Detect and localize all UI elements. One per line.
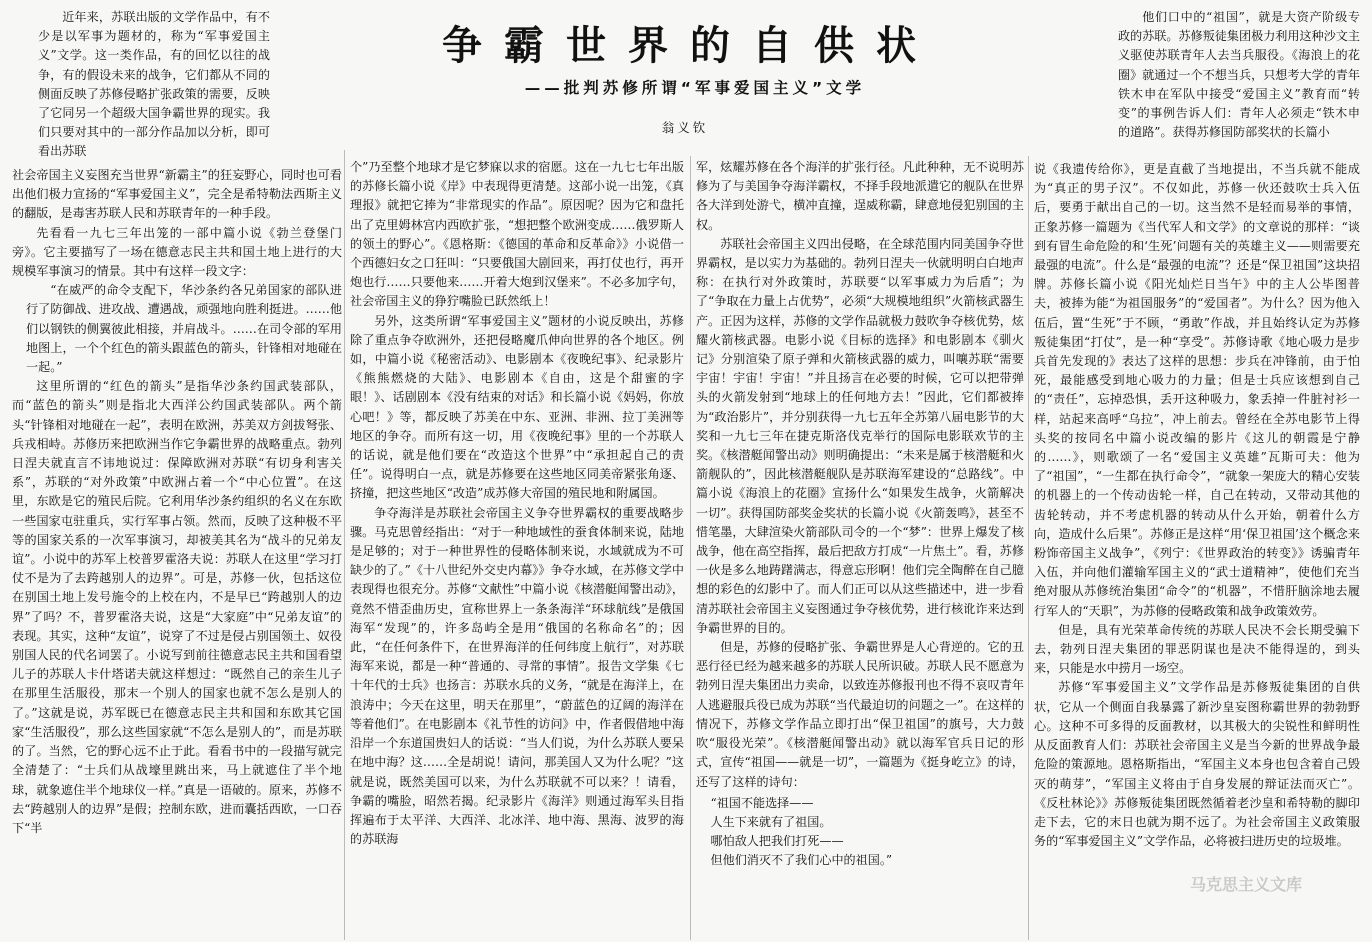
column-4-top (1118, 8, 1360, 160)
column-1 (12, 166, 342, 940)
column-divider (690, 156, 691, 940)
paragraph: 个”乃至整个地球才是它梦寐以求的宿愿。这在一九七七年出版的苏修长篇小说《岸》中表现得更清楚。这部小说一出笼，《真理报》就把它捧为“非常现实的作品”。原因呢？因为它和盘托出了克里姆林宫内西欧扩张，“想把整个欧洲变成……俄罗斯人的领土的野心”。《恩格斯：《德国的革命和反革命》》小说借一个西德妇女之口狂叫：“只要俄国大剧回来，再打仗也行，再开炮也行……只要他来……开着大炮到汉堡来”。不必多加字句，社会帝国主义的狰狞嘴脸已跃然纸上！ (350, 160, 684, 309)
paragraph: 先看看一九七三年出笼的一部中篇小说《勃兰登堡门旁》。它主要描写了一场在德意志民主共和国土地上进行的大规模军事演习的情景。其中有这样一段文字： (12, 225, 342, 279)
column-1-top (38, 8, 270, 166)
paragraph: 争夺海洋是苏联社会帝国主义争夺世界霸权的重要战略步骤。马克思曾经指出：“对于一种地域性的蚕食体制来说，陆地是足够的；对于一种世界性的侵略体制来说，水域就成为不可缺少的了。”《十八世纪外交史内幕》》争夺水域，在苏修文学中表现得也很充分。苏修“文献性”中篇小说《核潜艇闻警出动》，竟然不惜歪曲历史，宣称世界上一条条海洋“环球航线”是俄国海军“发现”的，许多岛屿全是用“俄国的名称命名”的；因此，“在任何条件下，在世界海洋的任何纬度上航行”，对苏联海军来说，都是一种“普通的、寻常的事情”。报告文学集《七十年代的士兵》也扬言：苏联水兵的义务，“就是在海洋上，在浪涛中；今天在这里，明天在那里”，“蔚蓝色的辽阔的海洋在等着他们”。在电影剧本《礼节性的访问》中，作者假借地中海沿岸一个东道国贵妇人的话说：“当人们说，为什么苏联人要呆在地中海？这……全是胡说！请问，那美国人又为什么呢？”这就是说，既然美国可以来，为什么苏联就不可以来？！请看，争霸的嘴脸，昭然若揭。纪录影片《海洋》则通过海军头目指挥遍布于太平洋、大西洋、北冰洋、地中海、黑海、波罗的海的苏联海 (350, 505, 684, 847)
article-subtitle: ——批判苏修所谓“军事爱国主义”文学 (524, 79, 866, 97)
paragraph: 苏联社会帝国主义四出侵略，在全球范围内同美国争夺世界霸权，是以实力为基础的。勃列日涅夫一伙就明明白白地声称：在执行对外政策时，苏联要“以军事威力为后盾”；为了“争取在力量上占优势”，必须“大规模地组织”火箭核武器生产。正因为这样，苏修的文学作品就极力鼓吹争夺核优势，炫耀火箭核武器。电影小说《目标的选择》和电影剧本《驯火记》分别渲染了原子弹和火箭核武器的威力，叫嚷苏联“需要宇宙！宇宙！宇宙！”并且扬言在必要的时候，它可以把带弹头的火箭发射到“地球上的任何地方去！”因此，它们都被捧为“政治影片”，并分别获得一九七五年全苏第八届电影节的大奖和一九七三年在捷克斯洛伐克举行的国际电影联欢节的主奖。《核潜艇闻警出动》则明确提出：“未来是属于核潜艇和火箭舰队的”，因此核潜艇舰队是苏联海军建设的“总路线”。中篇小说《海浪上的花圈》宣扬什么“如果发生战争，火箭解决一切”。获得国防部奖金奖状的长篇小说《火箭轰鸣》，甚至不惜笔墨，大肆渲染火箭部队司令的一个“梦”：世界上爆发了核战争，他在高空指挥，最后把敌方打成“一片焦土”。看，苏修一伙是多么地踌躇满志，得意忘形啊！他们完全陶醉在自己臆想的彩色的幻影中了。而人们正可以从这些描述中，进一步看清苏联社会帝国主义妄图通过争夺核优势，进行核讹诈来达到争霸世界的目的。 (696, 236, 1024, 635)
article-title: 争霸世界的自供状 (442, 23, 938, 69)
column-3 (696, 158, 1024, 940)
paragraph: 他们口中的“祖国”，就是大资产阶级专政的苏联。苏修叛徒集团极力利用这种沙文主义驱使苏联青年人去当兵服役。《海浪上的花圈》就通过一个不想当兵，只想考大学的青年铁木申在军队中接受“爱国主义”教育而“转变”的事例告诉人们：青年人必须走“铁木申的道路”。获得苏修国防部奖状的长篇小 (1118, 10, 1360, 140)
column-4 (1034, 160, 1360, 940)
paragraph: 另外，这类所谓“军事爱国主义”题材的小说反映出，苏修除了重点争夺欧洲外，还把侵略魔爪伸向世界的各个地区。例如，中篇小说《秘密活动》、电影剧本《夜晚纪事》、纪录影片《熊熊燃烧的大陆》、电影剧本《自由，这是个甜蜜的字眼！》、话剧剧本《没有结束的对话》和长篇小说《妈妈，你放心吧！》等，都反映了苏美在中东、亚洲、非洲、拉丁美洲等地区的争夺。而所有这一切，用《夜晚纪事》里的一个苏联人的话说，就是他们要在“改造这个世界”中“承担起自己的责任”。说得明白一点，就是苏修要在这些地区同美帝紧张角逐、挤撞，把这些地区“改造”成苏修大帝国的殖民地和附属国。 (350, 313, 684, 501)
paragraph: 近年来，苏联出版的文学作品中，有不少是以军事为题材的，称为“军事爱国主义”文学。这一类作品，有的回忆以往的战争，有的假设未来的战争，它们都从不同的侧面反映了苏修侵略扩张政策的需要，反映了它同另一个超级大国争霸世界的现实。我们只要对其中的一部分作品加以分析，即可看出苏联 (38, 10, 270, 159)
block-quote: “在威严的命令支配下，华沙条约各兄弟国家的部队进行了防御战、进攻战、遭遇战，顽强地向胜利挺进。……他们以钢铁的侧翼彼此相接，并肩战斗。……在司令部的军用地图上，一个个红色的箭头跟蓝色的箭头，针锋相对地碰在一起。” (26, 283, 342, 375)
paragraph: 但是，苏修的侵略扩张、争霸世界是人心背逆的。它的丑恶行径已经为越来越多的苏联人民所识破。苏联人民不愿意为勃列日涅夫集团出力卖命，以致连苏修报刊也不得不哀叹青年人逃避服兵役已成为苏联“当代最迫切的问题之一”。在这样的情况下，苏修文学作品立即打出“保卫祖国”的旗号，大力鼓吹“服役光荣”。《核潜艇闻警出动》就以海军官兵日记的形式，宣传“祖国——就是一切”，一篇题为《挺身屹立》的诗，还写了这样的诗句： (696, 640, 1024, 789)
poem-line: 但他们消灭不了我们心中的祖国。” (710, 853, 893, 868)
column-divider (1028, 156, 1029, 940)
paragraph: 说《我遗传给你》，更是直截了当地提出，不当兵就不能成为“真正的男子汉”。不仅如此，苏修一伙还鼓吹士兵入伍后，要勇于献出自己的一切。这当然不是轻而易举的事情，正象苏修一篇题为《当代军人和文学》的文章说的那样：“谈到有冒生命危险的和‘生死’问题有关的英雄主义——则需要充最强的电流”。什么是“最强的电流”？还是“保卫祖国”这块招牌。苏修长篇小说《阳光灿烂日当午》中的主人公毕图普夫，被捧为能“为祖国服务”的“爱国者”。为什么？因为他入伍后，置“生死”于不顾，“勇敢”作战，并且始终认定为苏修叛徒集团“打仗”，是一种“享受”。苏修诗歌《地心吸力是步兵首先发现的》表达了这样的思想：步兵在冲锋前，由于怕死，最能感受到地心吸力的力量；但是士兵应该想到自己的“责任”，忘掉恐惧，丢开这种吸力，象丢掉一件脏衬衫一样，站起来高呼“乌拉”，冲上前去。曾经在全苏电影节上得头奖的按同名中篇小说改编的影片《这儿的朝霞是宁静的……》，则歌颂了一名“爱国主义英雄”瓦斯可夫：他为了“祖国”，“一生都在执行命令”，“就象一架庞大的精心安装的机器上的一个传动齿轮一样，自己在转动，又带动其他的齿轮转动，并不考虑机器的转动从什么开始，朝着什么方向，造成什么后果”。苏修正是这样“用‘保卫祖国’这个概念来粉饰帝国主义战争”，《列宁：《世界政治的转变》》诱骗青年入伍，并向他们灌输军国主义的“武士道精神”，使他们充当绝对服从苏修统治集团“命令”的“机器”，不惜肝脑涂地去履行军人的“天职”，为苏修的侵略政策和战争政策效劳。 (1034, 162, 1360, 618)
paragraph: 军，炫耀苏修在各个海洋的扩张行径。凡此种种，无不说明苏修为了与美国争夺海洋霸权，不择手段地派遣它的舰队在世界各大洋到处游弋，横冲直撞，逞威称霸，肆意地侵犯别国的主权。 (696, 160, 1024, 232)
poem-line: “祖国不能选择—— (710, 795, 814, 810)
paragraph: 但是，具有光荣革命传统的苏联人民决不会长期受骗下去，勃列日涅夫集团的罪恶阴谋也是决不能得逞的，到头来，只能是水中捞月一场空。 (1034, 622, 1360, 676)
paragraph: 这里所谓的“红色的箭头”是指华沙条约国武装部队，而“蓝色的箭头”则是指北大西洋公约国武装部队。两个箭头“针锋相对地碰在一起”，表明在欧洲，苏美双方剑拔弩张、兵戎相峙。苏修历来把欧洲当作它争霸世界的战略重点。勃列日涅夫就直言不讳地说过：保障欧洲对苏联“有切身利害关系”，苏联的“对外政策”中欧洲占着一个“中心位置”。在这里，东欧是它的殖民后院。它利用华沙条约组织的名义在东欧一些国家屯驻重兵，实行军事占领。然而，反映了这种极不平等的国家关系的一次军事演习，却被美其名为“战斗的兄弟友谊”。小说中的苏军上校普罗霍洛夫说：苏联人在这里“学习打仗不是为了去跨越别人的边界”。可是，苏修一伙，包括这位在别国土地上发号施令的上校在内，不是早已“跨越别人的边界”了吗？不，普罗霍洛夫说，这是“大家庭”中“兄弟友谊”的表现。其实，这种“友谊”，说穿了不过是侵占别国领土、奴役别国人民的代名词罢了。小说写到前往德意志民主共和国看望儿子的苏联人卡什塔诺夫就这样想过：“既然自己的亲生儿子在那里生活服役，那末一个别人的国家也就不怎么是别人的了。”这就是说，苏军既已在德意志民主共和国和东欧其它国家“生活服役”，那么这些国家就“不怎么是别人的”，而是苏联的了。当然，它的野心远不止于此。看看书中的一段描写就完全清楚了：“士兵们从战壕里跳出来，马上就遮住了半个地球，就象遮住半个地球仪一样。”真是一语破的。原来，苏修不去“跨越别人的边界”是假；控制东欧，进而囊括西欧，一口吞下“半 (12, 379, 342, 835)
poem-quote (711, 794, 1024, 871)
article-author: 翁义钦 (661, 120, 709, 135)
column-2 (350, 158, 684, 940)
paragraph: 社会帝国主义妄图充当世界“新霸主”的狂妄野心，同时也可看出他们极力宣扬的“军事爱国主义”，完全是希特勒法西斯主义的翻版，是毒害苏联人民和苏联青年的一种手段。 (12, 168, 342, 221)
poem-line: 人生下来就有了祖国。 (710, 814, 832, 829)
poem-line: 哪怕敌人把我们打死—— (710, 834, 844, 849)
watermark: 马克思主义文库 (1190, 875, 1303, 894)
column-divider (344, 150, 345, 940)
paragraph: 苏修“军事爱国主义”文学作品是苏修叛徒集团的自供状，它从一个侧面自我暴露了新沙皇妄图称霸世界的勃勃野心。这种不可多得的反面教材，以其极大的尖锐性和鲜明性从反面教育人们：苏联社会帝国主义是当今新的世界战争最危险的策源地。恩格斯指出，“军国主义本身也包含着自己毁灭的萌芽”，“军国主义将由于自身发展的辩证法而灭亡”。《反杜林论》》苏修叛徒集团既然循着老沙皇和希特勒的脚印走下去，它的末日也就为期不远了。为社会帝国主义政策服务的“军事爱国主义”文学作品，必将被扫进历史的垃圾堆。 (1034, 680, 1360, 849)
